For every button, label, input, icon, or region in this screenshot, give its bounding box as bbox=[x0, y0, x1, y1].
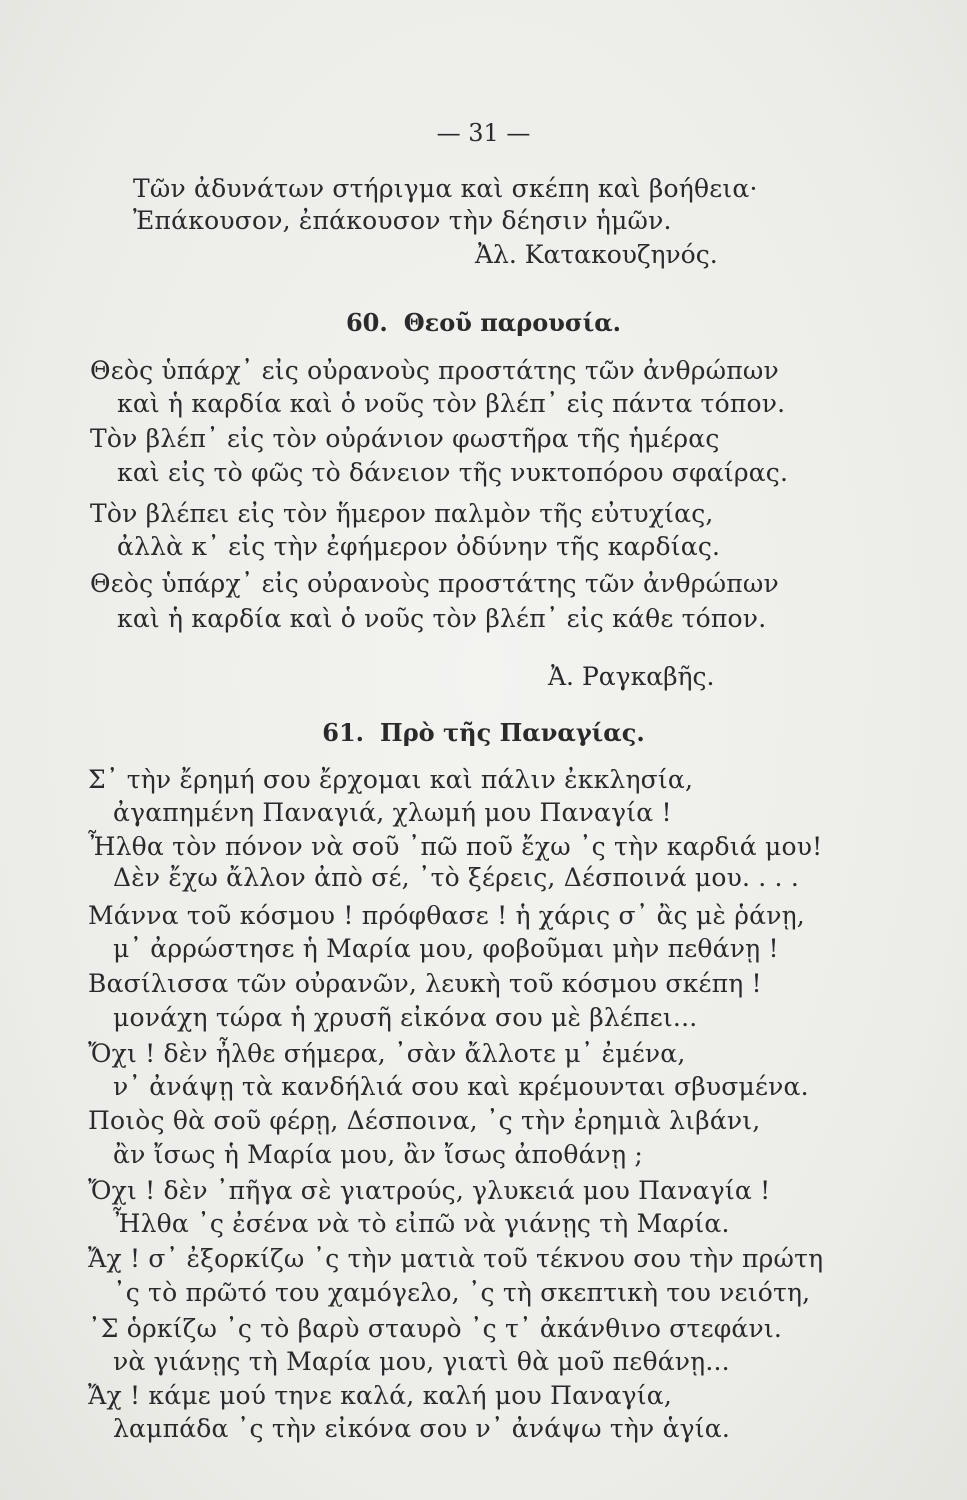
poem59-line-1: Τῶν ἀδυνάτων στήριγμα καὶ σκέπη καὶ βοήθεια· bbox=[133, 174, 758, 203]
poem60-line-7: Θεὸς ὑπάρχ᾽ εἰς οὐρανοὺς προστάτης τῶν ἀνθρώπων bbox=[90, 569, 779, 598]
poem61-line-13: Ὄχι ! δὲν ᾽πῆγα σὲ γιατρούς, γλυκειά μου Παναγία ! bbox=[88, 1176, 771, 1205]
poem61-line-19: Ἄχ ! κάμε μού τηνε καλά, καλή μου Παναγία, bbox=[88, 1381, 673, 1410]
poem61-line-12: ἂν ἴσως ἡ Μαρία μου, ἂν ἴσως ἀποθάνῃ ; bbox=[113, 1140, 644, 1169]
poem60-line-1: Θεὸς ὑπάρχ᾽ εἰς οὐρανοὺς προστάτης τῶν ἀνθρώπων bbox=[90, 356, 779, 385]
poem61-line-14: Ἦλθα ᾽ς ἐσένα νὰ τὸ εἰπῶ νὰ γιάνῃς τὴ Μαρία. bbox=[113, 1209, 730, 1238]
poem61-line-4: Δὲν ἔχω ἄλλον ἀπὸ σέ, ᾽τὸ ξέρεις, Δέσποινά μου. . . . bbox=[113, 863, 800, 892]
poem61-line-20: λαμπάδα ᾽ς τὴν εἰκόνα σου ν᾽ ἀνάψω τὴν ἁγία. bbox=[113, 1414, 731, 1443]
poem61-line-9: Ὄχι ! δὲν ἦλθε σήμερα, ᾽σὰν ἄλλοτε μ᾽ ἐμένα, bbox=[88, 1039, 686, 1068]
poem60-number: 60. bbox=[345, 308, 388, 337]
poem61-line-2: ἀγαπημένη Παναγιά, χλωμή μου Παναγία ! bbox=[113, 798, 672, 827]
poem59-author: Ἀλ. Κατακουζηνός. bbox=[475, 240, 718, 269]
poem60-author: Ἀ. Ραγκαβῆς. bbox=[548, 662, 715, 691]
poem61-title: Πρὸ τῆς Παναγίας. bbox=[380, 718, 645, 747]
poem61-line-6: μ᾽ ἀρρώστησε ἡ Μαρία μου, φοβοῦμαι μὴν πεθάνῃ ! bbox=[113, 934, 779, 963]
poem61-line-10: ν᾽ ἀνάψῃ τὰ κανδήλιά σου καὶ κρέμουνται σβυσμένα. bbox=[113, 1072, 809, 1101]
poem61-number: 61. bbox=[322, 718, 365, 747]
poem60-line-8: καὶ ἡ καρδία καὶ ὁ νοῦς τὸν βλέπ᾽ εἰς κάθε τόπον. bbox=[117, 604, 767, 633]
poem61-line-7: Βασίλισσα τῶν οὐρανῶν, λευκὴ τοῦ κόσμου σκέπη ! bbox=[88, 969, 762, 998]
poem60-line-3: Τὸν βλέπ᾽ εἰς τὸν οὐράνιον φωστῆρα τῆς ἡμέρας bbox=[90, 424, 720, 453]
poem61-line-11: Ποιὸς θὰ σοῦ φέρῃ, Δέσποινα, ᾽ς τὴν ἐρημιὰ λιβάνι, bbox=[88, 1106, 761, 1135]
poem61-line-3: Ἦλθα τὸν πόνον νὰ σοῦ ᾽πῶ ποῦ ἔχω ᾽ς τὴν καρδιά μου! bbox=[88, 832, 823, 861]
poem60-title: Θεοῦ παρουσία. bbox=[403, 308, 622, 337]
poem61-line-5: Μάννα τοῦ κόσμου ! πρόφθασε ! ἡ χάρις σ᾽ ἂς μὲ ῥάνῃ, bbox=[88, 901, 805, 930]
page-number: — 31 — bbox=[436, 119, 531, 147]
poem61-line-8: μονάχη τώρα ἡ χρυσῆ εἰκόνα σου μὲ βλέπει... bbox=[113, 1003, 698, 1032]
poem61-heading bbox=[0, 718, 967, 748]
poem60-line-6: ἀλλὰ κ᾽ εἰς τὴν ἐφήμερον ὀδύνην τῆς καρδίας. bbox=[117, 532, 721, 561]
poem59-line-2: Ἐπάκουσον, ἐπάκουσον τὴν δέησιν ἡμῶν. bbox=[133, 206, 672, 235]
poem61-line-1: Σ᾽ τὴν ἔρημή σου ἔρχομαι καὶ πάλιν ἐκκλησία, bbox=[88, 765, 694, 794]
poem61-line-16: ᾽ς τὸ πρῶτό του χαμόγελο, ᾽ς τὴ σκεπτικὴ του νειότη, bbox=[113, 1278, 811, 1307]
poem61-line-15: Ἄχ ! σ᾽ ἐξορκίζω ᾽ς τὴν ματιὰ τοῦ τέκνου σου τὴν πρώτη bbox=[88, 1244, 824, 1273]
poem61-line-18: νὰ γιάνῃς τὴ Μαρία μου, γιατὶ θὰ μοῦ πεθάνῃ... bbox=[113, 1347, 730, 1376]
poem60-line-4: καὶ εἰς τὸ φῶς τὸ δάνειον τῆς νυκτοπόρου σφαίρας. bbox=[117, 458, 789, 487]
poem60-heading bbox=[0, 308, 967, 338]
poem60-line-2: καὶ ἡ καρδία καὶ ὁ νοῦς τὸν βλέπ᾽ εἰς πάντα τόπον. bbox=[117, 389, 786, 418]
poem61-line-17: ᾽Σ ὁρκίζω ᾽ς τὸ βαρὺ σταυρὸ ᾽ς τ᾽ ἀκάνθινο στεφάνι. bbox=[88, 1314, 783, 1343]
poem60-line-5: Τὸν βλέπει εἰς τὸν ἥμερον παλμὸν τῆς εὐτυχίας, bbox=[90, 499, 714, 528]
